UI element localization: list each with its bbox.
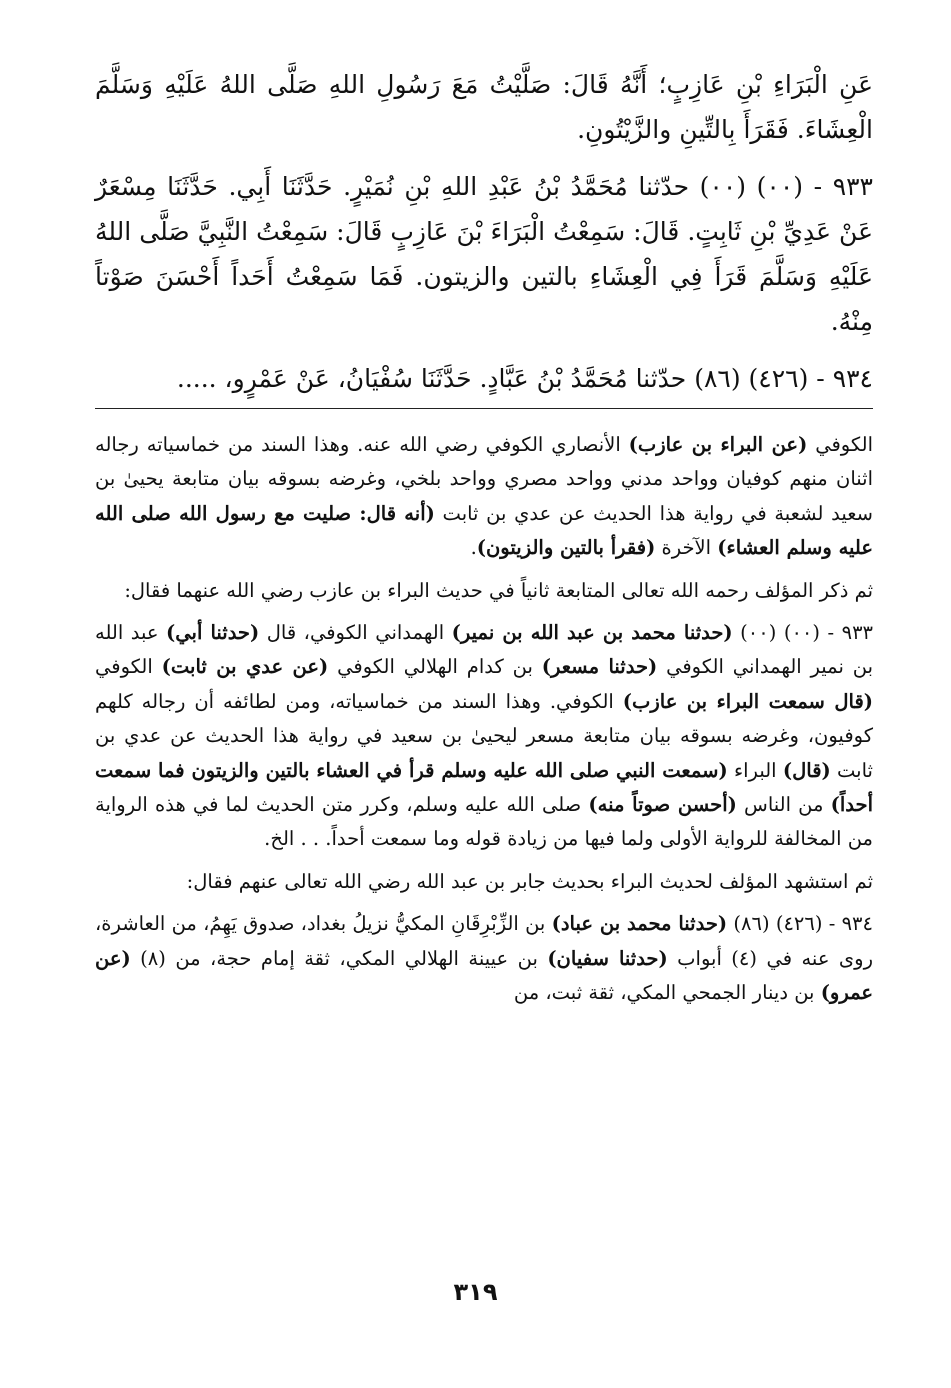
text-run: بن دينار الجمحي المكي، ثقة ثبت، من — [513, 981, 821, 1005]
bold-citation: (سمعت النبي صلى الله عليه وسلم قرأ في العشاء بالتين والزيتون فما سمعت أحداً) — [95, 758, 873, 817]
text-run: بن عيينة الهلالي المكي، ثقة إمام حجة، من (٨) — [130, 946, 548, 970]
bold-citation: (حدثنا محمد بن عبد الله بن نمير) — [451, 621, 733, 645]
text-run: بن الزِّبْرِقَانِ المكيُّ نزيلُ بغداد، صدوق يَهِمُ، من العاشرة، روى عنه في (٤) أبواب — [95, 912, 873, 970]
commentary-paragraph-934 — [95, 907, 873, 1010]
bold-citation: (حدثنا محمد بن عباد) — [551, 912, 728, 936]
text-run: من الناس — [736, 793, 831, 817]
text-run: الكوفي — [807, 433, 873, 456]
hadith-paragraph-1: عَنِ الْبَرَاءِ بْنِ عَازِبٍ؛ أَنَّهُ قَالَ: صَلَّيْتُ مَعَ رَسُولِ اللهِ صَلَّى اللهُ عَلَيْهِ وَسَلَّمَ الْعِشَاءَ. فَقَرَأَ بِالتِّينِ والزَّيْتُونِ. — [95, 70, 873, 144]
text-run: الأنصاري الكوفي رضي الله عنه. وهذا السند من خماسياته رجاله اثنان منهم كوفيان وواحد مدني وواحد مصري وواحد بلخي، وغرضه بسوقه بيان متابعة يحيىٰ بن سعيد لشعبة في رواية هذا الحديث عن عدي بن ثابت — [95, 433, 873, 525]
hadith-paragraph-933: ٩٣٣ - (٠٠) (٠٠) حدّثنا مُحَمَّدُ بْنُ عَبْدِ اللهِ بْنِ نُمَيْرٍ. حَدَّثَنَا أَبِي. حَدَّثَنَا مِسْعَرٌ عَنْ عَدِيِّ بْنِ ثَابِتٍ. قَالَ: سَمِعْتُ الْبَرَاءَ بْنَ عَازِبٍ قَالَ: سَمِعْتُ النَّبِيَّ صَلَّى اللهُ عَلَيْهِ وَسَلَّمَ قَرَأَ فِي الْعِشَاءِ بالتين والزيتون. فَمَا سَمِعْتُ أَحَداً أَحْسَنَ صَوْتاً مِنْهُ. — [95, 172, 873, 336]
bold-citation: (قال) — [782, 758, 831, 782]
text-run: ٩٣٣ - (٠٠) (٠٠) — [732, 621, 874, 645]
bold-citation: (أحسن صوتاً منه) — [588, 793, 737, 817]
text-run: بن كدام الهلالي الكوفي — [328, 655, 542, 679]
commentary-block — [95, 428, 873, 1011]
footnote-divider — [95, 408, 873, 409]
commentary-paragraph-933 — [95, 616, 873, 857]
text-run: عبد الله بن نمير الهمداني الكوفي — [95, 621, 873, 679]
text-run: البراء — [727, 758, 783, 782]
bold-citation: (فقرأ بالتين والزيتون) — [476, 536, 656, 560]
bold-citation: (عن عدي بن ثابت) — [161, 655, 329, 679]
text-run: ٩٣٤ - (٤٢٦) (٨٦) — [727, 912, 873, 936]
bold-citation: (حدثنا سفيان) — [547, 946, 668, 970]
text-run: الهمداني الكوفي، قال — [259, 621, 452, 645]
bold-citation: (عن البراء بن عازب) — [628, 433, 808, 456]
commentary-paragraph-4: ثم استشهد المؤلف لحديث البراء بحديث جابر بن عبد الله رضي الله تعالى عنهم فقال: — [186, 869, 873, 893]
text-run: الكوفي — [95, 655, 162, 679]
text-run: صلى الله عليه وسلم، وكرر متن الحديث لما في هذه الرواية من المخالفة للرواية الأولى ولما فيها من زيادة قوله وما سمعت أحداً. . . الخ. — [95, 793, 873, 851]
hadith-paragraph-934: ٩٣٤ - (٤٢٦) (٨٦) حدّثنا مُحَمَّدُ بْنُ عَبَّادٍ. حَدَّثَنَا سُفْيَانُ، عَنْ عَمْرٍو، ..... — [176, 364, 873, 393]
commentary-paragraph-2: ثم ذكر المؤلف رحمه الله تعالى المتابعة ثانياً في حديث البراء بن عازب رضي الله عنهما فقال: — [124, 578, 873, 602]
page-number: ٣١٩ — [453, 1278, 498, 1306]
commentary-paragraph-1 — [95, 428, 873, 566]
text-run: الكوفي. وهذا السند من خماسياته، ومن لطائفه أن رجاله كلهم كوفيون، وغرضه بسوقه بيان متابعة مسعر ليحيىٰ بن سعيد في رواية هذا الحديث عن عدي بن ثابت — [95, 689, 873, 782]
bold-citation: (عن عمرو) — [95, 946, 873, 1005]
bold-citation: (قال سمعت البراء بن عازب) — [622, 689, 873, 713]
text-run: الآخرة — [655, 536, 718, 560]
bold-citation: (حدثنا مسعر) — [541, 655, 658, 679]
hadith-text-block — [95, 62, 873, 401]
bold-citation: (حدثنا أبي) — [166, 621, 260, 645]
text-run: . — [470, 536, 477, 560]
bold-citation: (أنه قال: صليت مع رسول الله صلى الله عليه وسلم العشاء) — [95, 501, 873, 560]
